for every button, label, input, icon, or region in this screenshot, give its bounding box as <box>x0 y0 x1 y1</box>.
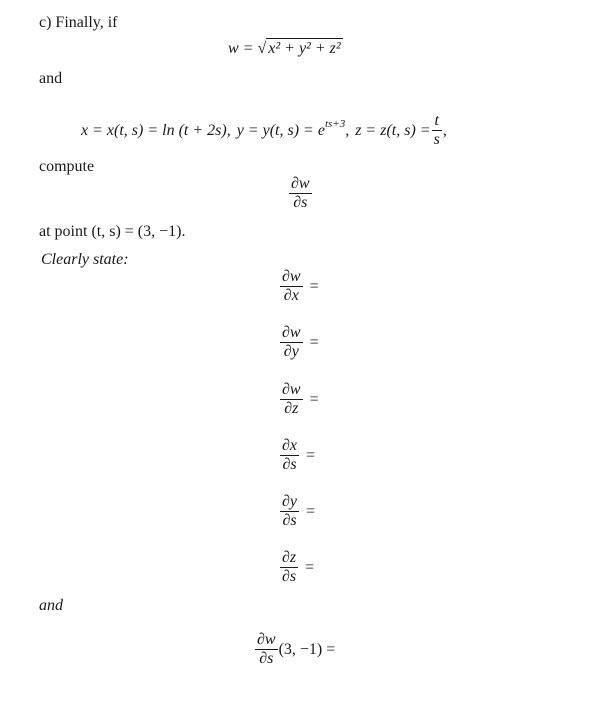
final-expression <box>254 631 335 668</box>
equals-sign: = <box>305 558 315 576</box>
final-fraction <box>255 631 278 668</box>
fraction-numerator: ∂w <box>291 175 310 192</box>
equation-z-tail: , <box>442 121 447 139</box>
equation-y <box>236 118 350 140</box>
equation-z-fraction <box>432 112 442 149</box>
word-compute: compute <box>39 158 95 175</box>
clearly-state-text: Clearly state: <box>41 251 129 268</box>
fraction-numerator: ∂z <box>282 549 297 566</box>
equals-sign: = <box>306 446 316 464</box>
at-point-text: at point (t, s) = (3, −1). <box>39 223 186 240</box>
compute-target <box>288 175 313 212</box>
equation-z: z = z(t, s) = <box>355 121 431 139</box>
fraction-denominator: ∂x <box>283 287 299 304</box>
equation-w-radicand: x² + y² + z² <box>268 40 341 57</box>
equation-w <box>228 38 343 58</box>
word-and-2: and <box>39 597 63 614</box>
fraction-denominator: ∂y <box>283 343 299 360</box>
part-label: c) Finally, if <box>39 14 118 31</box>
fraction-numerator: ∂w <box>257 631 276 648</box>
derivative-fraction <box>280 437 299 474</box>
derivative-fraction <box>280 324 303 361</box>
equation-x: x = x(t, s) = ln (t + 2s), <box>81 121 231 139</box>
fraction-numerator: ∂x <box>282 437 298 454</box>
fraction-numerator: ∂w <box>282 324 301 341</box>
equation-y-exponent: ts+3 <box>324 118 346 131</box>
derivative-dx-ds <box>279 437 315 474</box>
derivative-dw-dz <box>279 381 319 418</box>
equation-xyz <box>81 112 447 149</box>
derivative-dy-ds <box>279 493 315 530</box>
derivative-fraction <box>280 381 303 418</box>
fraction-numerator: ∂y <box>282 493 298 510</box>
final-tail: (3, −1) = <box>278 640 336 658</box>
fraction-numerator: ∂w <box>282 381 301 398</box>
equation-y-tail: , <box>345 121 350 139</box>
equals-sign: = <box>306 502 316 520</box>
fraction-numerator: t <box>434 112 439 129</box>
fraction-denominator: ∂s <box>282 512 297 529</box>
sqrt-symbol: √ x² + y² + z² <box>257 40 341 57</box>
derivative-fraction <box>280 549 298 586</box>
derivative-dz-ds <box>279 549 314 586</box>
derivative-dw-dx <box>279 268 319 305</box>
equation-w-lhs: w = <box>228 40 254 57</box>
fraction-denominator: ∂s <box>259 650 274 667</box>
fraction-denominator: ∂s <box>282 568 297 585</box>
word-and-1: and <box>39 70 63 87</box>
compute-target-fraction <box>289 175 312 212</box>
equals-sign: = <box>309 333 319 351</box>
fraction-denominator: ∂s <box>293 194 308 211</box>
derivative-fraction <box>280 493 299 530</box>
fraction-denominator: s <box>433 131 440 148</box>
equals-sign: = <box>309 390 319 408</box>
fraction-numerator: ∂w <box>282 268 301 285</box>
derivative-dw-dy <box>279 324 319 361</box>
fraction-denominator: ∂z <box>284 400 299 417</box>
fraction-denominator: ∂s <box>282 456 297 473</box>
equation-y-base: y = y(t, s) = e <box>236 121 325 139</box>
equals-sign: = <box>309 277 319 295</box>
derivative-fraction <box>280 268 303 305</box>
